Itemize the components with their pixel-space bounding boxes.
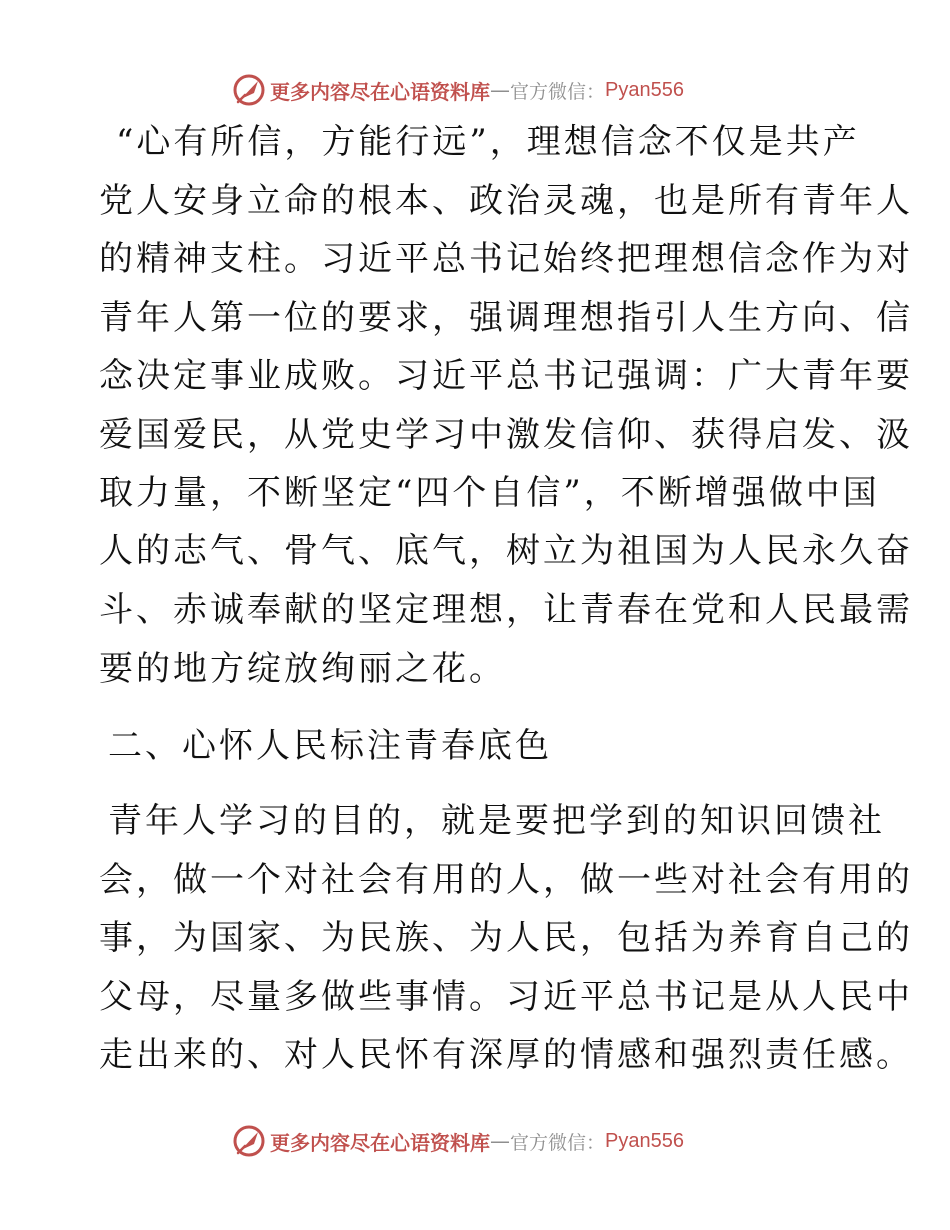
text-line: 事，为国家、为民族、为人民，包括为养育自己的 [99,918,913,958]
footer-wechat-handle: Pyan556 [605,1129,684,1152]
header-dash: — [490,78,510,102]
footer-dash: — [490,1129,510,1153]
header-site-text: 更多内容尽在心语资料库 [270,79,490,104]
footer-banner [232,1123,684,1159]
text-line: 的精神支柱。习近平总书记始终把理想信念作为对 [99,239,913,279]
text-line: 念决定事业成败。习近平总书记强调：广大青年要 [99,356,913,396]
text-line: 斗、赤诚奉献的坚定理想，让青春在党和人民最需 [99,590,913,630]
section-heading: 二、心怀人民标注青春底色 [108,726,552,766]
quill-logo-icon [232,73,266,107]
text-line: 父母，尽量多做些事情。习近平总书记是从人民中 [99,977,913,1017]
text-line: 取力量，不断坚定“四个自信”，不断增强做中国 [99,473,880,513]
text-line: 党人安身立命的根本、政治灵魂，也是所有青年人 [99,181,913,221]
footer-wechat-label: 官方微信： [510,1131,606,1154]
text-line: 爱国爱民，从党史学习中激发信仰、获得启发、汲 [99,415,913,455]
text-line: 青年人第一位的要求，强调理想指引人生方向、信 [99,298,913,338]
text-line: 人的志气、骨气、底气，树立为祖国为人民永久奋 [99,531,913,571]
header-wechat-handle: Pyan556 [605,78,684,101]
text-line: 青年人学习的目的，就是要把学到的知识回馈社 [108,801,885,841]
quill-logo-icon [232,1124,266,1158]
header-wechat-label: 官方微信： [510,80,606,103]
text-line: 要的地方绽放绚丽之花。 [99,649,506,689]
header-banner [232,72,684,108]
text-line: 会，做一个对社会有用的人，做一些对社会有用的 [99,860,913,900]
text-line: “心有所信，方能行远”，理想信念不仅是共产 [116,122,860,162]
footer-site-text: 更多内容尽在心语资料库 [270,1130,490,1155]
text-line: 走出来的、对人民怀有深厚的情感和强烈责任感。 [99,1035,913,1075]
